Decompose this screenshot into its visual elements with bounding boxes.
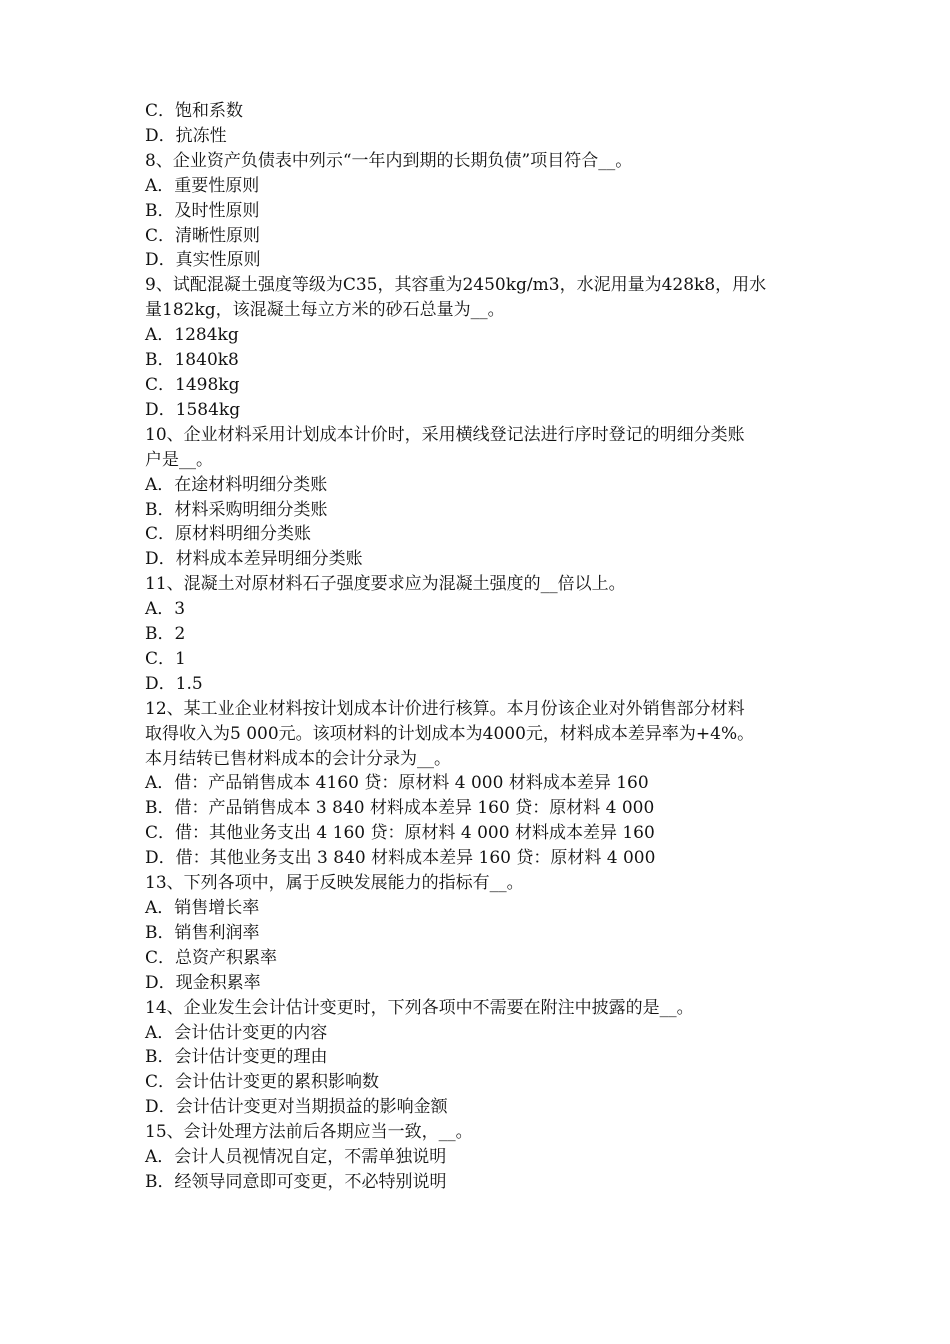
- text-line: A．会计人员视情况自定，不需单独说明: [145, 1147, 447, 1168]
- text-line: A．1284kg: [145, 325, 239, 346]
- text-line: 户是__。: [145, 449, 213, 470]
- text-line: D．现金积累率: [145, 972, 261, 993]
- text-line: 9、试配混凝土强度等级为C35，其容重为2450kg/m3，水泥用量为428k8，用水: [145, 275, 767, 296]
- text-line: D．会计估计变更对当期损益的影响金额: [145, 1097, 448, 1118]
- text-line: C．总资产积累率: [145, 947, 278, 968]
- text-line: 12、某工业企业材料按计划成本计价进行核算。本月份该企业对外销售部分材料: [145, 698, 745, 719]
- text-line: 11、混凝土对原材料石子强度要求应为混凝土强度的__倍以上。: [145, 574, 626, 595]
- text-line: C．1: [145, 648, 186, 669]
- text-line: D．真实性原则: [145, 250, 261, 271]
- text-line: B．会计估计变更的理由: [145, 1047, 328, 1068]
- text-line: D．抗冻性: [145, 125, 227, 146]
- text-line: B．及时性原则: [145, 200, 260, 221]
- text-line: B．经领导同意即可变更，不必特别说明: [145, 1171, 447, 1192]
- text-line: D．1584kg: [145, 399, 241, 420]
- text-line: 10、企业材料采用计划成本计价时，采用横线登记法进行序时登记的明细分类账: [145, 424, 745, 445]
- text-line: B．1840k8: [145, 350, 239, 371]
- text-line: C．清晰性原则: [145, 225, 261, 246]
- text-line: D．1.5: [145, 673, 203, 694]
- text-line: B．销售利润率: [145, 922, 260, 943]
- text-line: 14、企业发生会计估计变更时，下列各项中不需要在附注中披露的是__。: [145, 997, 694, 1018]
- text-line: B．2: [145, 624, 186, 645]
- text-line: 本月结转已售材料成本的会计分录为__。: [145, 748, 451, 769]
- text-line: A．重要性原则: [145, 175, 260, 196]
- text-line: C．1498kg: [145, 374, 240, 395]
- text-line: A．会计估计变更的内容: [145, 1022, 328, 1043]
- text-line: D．借：其他业务支出 3 840 材料成本差异 160 贷：原材料 4 000: [145, 848, 656, 869]
- text-line: C．借：其他业务支出 4 160 贷：原材料 4 000 材料成本差异 160: [145, 823, 655, 844]
- text-line: D．材料成本差异明细分类账: [145, 549, 363, 570]
- text-line: A．借：产品销售成本 4160 贷：原材料 4 000 材料成本差异 160: [145, 773, 649, 794]
- text-line: 8、企业资产负债表中列示“一年内到期的长期负债”项目符合__。: [145, 150, 633, 171]
- text-line: C．原材料明细分类账: [145, 524, 312, 545]
- text-line: 13、下列各项中，属于反映发展能力的指标有__。: [145, 873, 524, 894]
- text-line: B．材料采购明细分类账: [145, 499, 328, 520]
- document-body: [145, 99, 825, 1195]
- text-line: 15、会计处理方法前后各期应当一致，__。: [145, 1122, 473, 1143]
- text-line: A．销售增长率: [145, 898, 260, 918]
- text-line: A．3: [145, 599, 186, 620]
- text-line: 取得收入为5 000元。该项材料的计划成本为4000元，材料成本差异率为+4%。: [145, 723, 755, 744]
- text-line: C．会计估计变更的累积影响数: [145, 1072, 380, 1093]
- text-line: C．饱和系数: [145, 101, 244, 121]
- text-line: A．在途材料明细分类账: [145, 474, 328, 495]
- text-line: B．借：产品销售成本 3 840 材料成本差异 160 贷：原材料 4 000: [145, 798, 655, 819]
- text-line: 量182kg，该混凝土每立方米的砂石总量为__。: [145, 300, 505, 321]
